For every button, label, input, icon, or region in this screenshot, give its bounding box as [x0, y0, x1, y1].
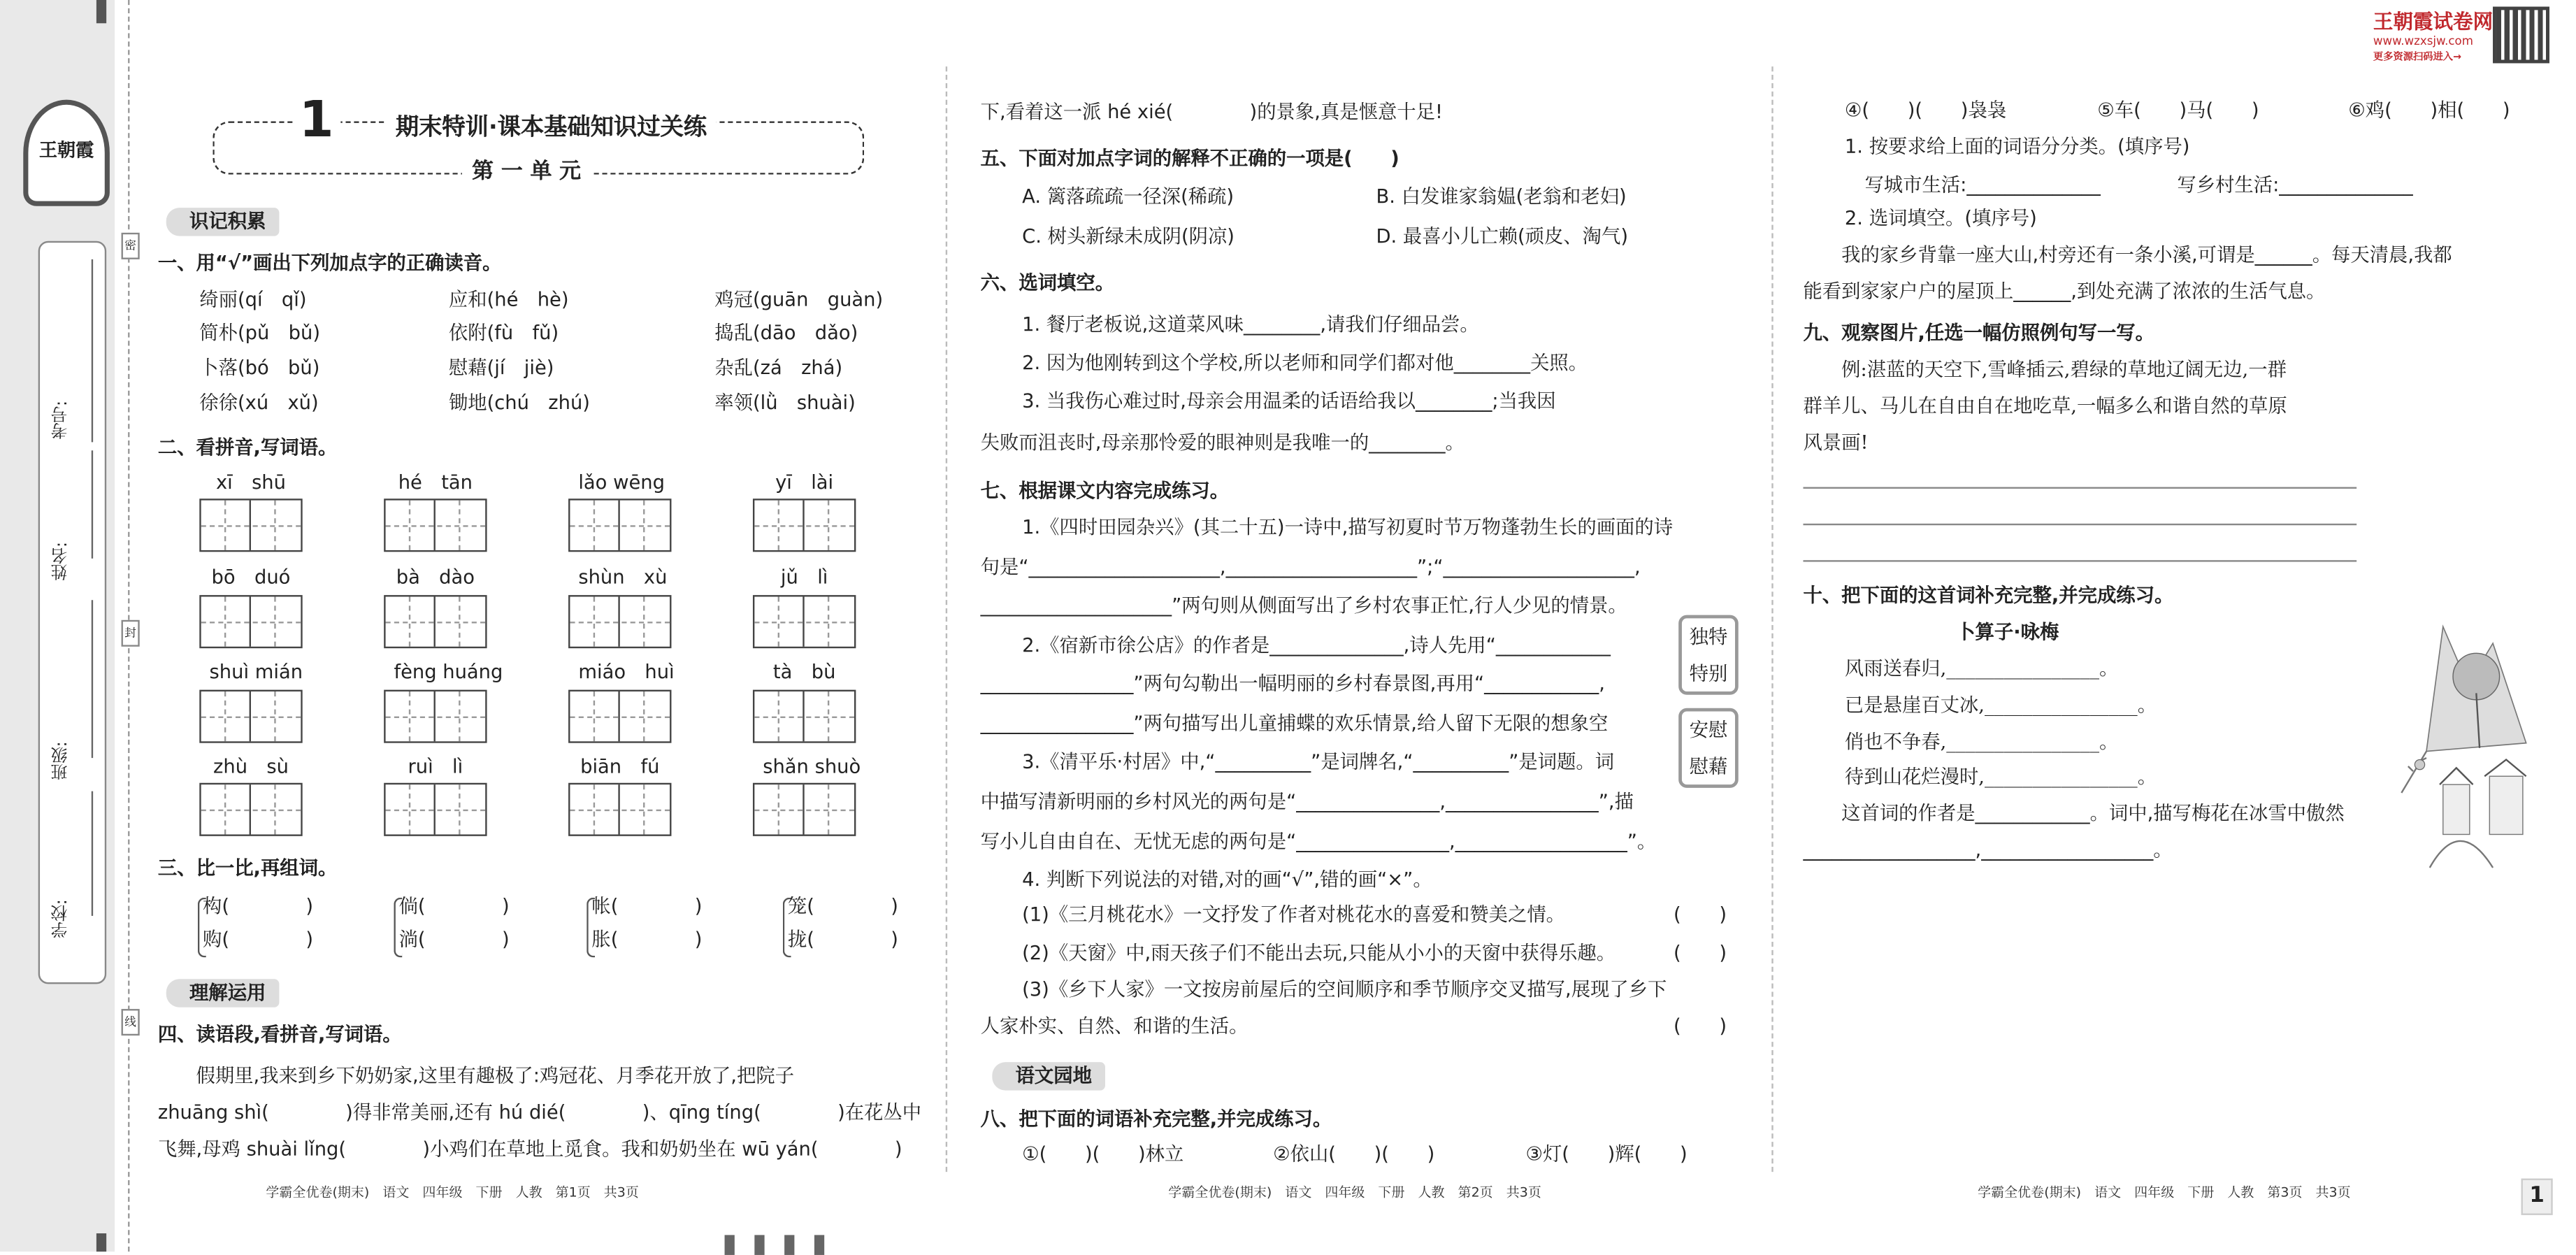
question-4-line: zhuāng shì( )得非常美丽,还有 hú dié( )、qīng tíng( )在花丛中	[157, 1100, 922, 1124]
tianzige-grid[interactable]	[568, 690, 671, 743]
name-field[interactable]	[92, 450, 93, 559]
pinyin-label: zhù sù	[213, 754, 289, 778]
option-a: A. 篱落疏疏一径深(稀疏)	[1022, 184, 1235, 208]
pinyin-label: lǎo wēng	[578, 470, 665, 494]
class-label: 班级:	[53, 741, 72, 780]
tianzige-grid[interactable]	[753, 783, 856, 836]
judgement-statement: (2)《天窗》中,雨天孩子们不能出去玩,只能从小小的天窗中获得乐趣。	[1022, 940, 1616, 964]
poem-line: 俏也不争春,________________。	[1844, 729, 2119, 753]
tianzige-grid[interactable]	[384, 690, 487, 743]
pronunciation-item: 捣乱(dāo dǎo)	[714, 320, 858, 345]
example-line: 群羊儿、马儿在自由自在地吃草,一幅多么和谐自然的草原	[1803, 394, 2287, 417]
pronunciation-item: 卜落(bó bǔ)	[199, 355, 320, 380]
column-divider	[1771, 66, 1773, 1172]
pinyin-label: bō duó	[211, 565, 291, 589]
tianzige-grid[interactable]	[753, 499, 856, 552]
tianzige-grid[interactable]	[753, 595, 856, 648]
word-choice: 安慰	[1689, 718, 1728, 742]
option-c: C. 树头新绿未成阴(阴凉)	[1022, 224, 1235, 248]
poem-line: 已是悬崖百丈冰,________________。	[1844, 693, 2157, 717]
question-7-line: 写小儿自由自在、无忧无虑的两句是“________________,__________________”。	[980, 829, 1657, 853]
logo-text: 王朝霞	[38, 139, 94, 162]
question-7-line: ____________________”两句则从侧面写出了乡村农事正忙,行人少见的情景。	[980, 593, 1627, 617]
student-info-box	[38, 241, 106, 984]
option-b: B. 白发谁家翁媪(老翁和老妇)	[1376, 184, 1627, 208]
pronunciation-item: 慰藉(jí jiè)	[448, 355, 554, 380]
writing-line[interactable]	[1803, 524, 2356, 525]
question-9-title: 九、观察图片,任选一幅仿照例句写一写。	[1803, 320, 2155, 345]
question-7-title: 七、根据课文内容完成练习。	[980, 478, 1230, 502]
question-8-para: 我的家乡背靠一座大山,村旁还有一条小溪,可谓是______。每天清晨,我都	[1803, 243, 2452, 266]
page-number: 1	[2521, 1179, 2553, 1215]
word-choice-box	[1678, 615, 1739, 695]
name-label: 姓名:	[53, 542, 72, 581]
question-4-title: 四、读语段,看拼音,写词语。	[157, 1022, 402, 1046]
pronunciation-item: 应和(hé hè)	[448, 287, 569, 311]
pinyin-label: fèng huáng	[394, 659, 503, 684]
idiom-item: ④( )( )袅袅	[1844, 98, 2007, 122]
judgement-answer-box[interactable]: ( )	[1674, 1014, 1727, 1038]
compare-word-item: 倘( )	[398, 894, 510, 918]
section-tag: 识记积累	[166, 208, 280, 236]
idiom-item: ③灯( )辉( )	[1525, 1142, 1688, 1166]
class-field[interactable]	[92, 600, 93, 758]
word-choice: 独特	[1689, 624, 1728, 649]
pronunciation-item: 徐徐(xú xǔ)	[199, 390, 319, 414]
qr-code-icon	[2493, 7, 2549, 64]
pinyin-label: shuì mián	[209, 659, 303, 684]
question-7-line: 2.《宿新市徐公店》的作者是______________,诗人先用“____________	[1022, 633, 1611, 657]
pinyin-label: yī lài	[775, 470, 834, 494]
idiom-item: ⑤车( )马( )	[2097, 98, 2259, 122]
unit-number: 1	[292, 93, 340, 150]
compare-word-item: 拢( )	[787, 927, 898, 951]
tianzige-grid[interactable]	[568, 595, 671, 648]
question-6-line: 失败而沮丧时,母亲那怜爱的眼神则是我唯一的________。	[980, 430, 1465, 454]
question-8-sub1: 1. 按要求给上面的词语分分类。(填序号)	[1844, 134, 2190, 158]
school-field[interactable]	[92, 791, 93, 916]
question-4-line: 下,看着这一派 hé xié( )的景象,真是惬意十足!	[980, 99, 1443, 123]
section-tag: 理解运用	[166, 979, 280, 1007]
pinyin-label: miáo huì	[578, 659, 675, 684]
poem-line: 风雨送春归,________________。	[1844, 657, 2119, 680]
compare-word-item: 构( )	[203, 894, 314, 918]
question-6-line: 2. 因为他刚转到这个学校,所以老师和同学们都对他________关照。	[1022, 350, 1588, 374]
pronunciation-item: 绮丽(qí qǐ)	[199, 287, 307, 311]
page-footer: 学霸全优卷(期末) 语文 四年级 下册 人教 第2页 共3页	[1168, 1185, 1541, 1200]
question-7-line: 4. 判断下列说法的对错,对的画“√”,错的画“×”。	[1022, 868, 1432, 891]
question-2-title: 二、看拼音,写词语。	[157, 435, 338, 459]
idiom-item: ①( )( )林立	[1022, 1142, 1184, 1166]
brand-hint: 更多资源扫码进入→	[2373, 51, 2462, 64]
pinyin-label: xī shū	[215, 470, 286, 494]
tianzige-grid[interactable]	[568, 783, 671, 836]
pinyin-label: biān fú	[580, 754, 660, 778]
seal-mark: 封	[122, 620, 140, 647]
judgement-statement: 人家朴实、自然、和谐的生活。	[980, 1014, 1249, 1038]
word-choice: 慰藉	[1689, 754, 1728, 778]
word-choice-box	[1678, 708, 1739, 788]
column-divider	[946, 66, 947, 1172]
page-footer: 学霸全优卷(期末) 语文 四年级 下册 人教 第1页 共3页	[266, 1185, 639, 1200]
pinyin-label: tà bù	[772, 659, 836, 684]
unit-title: 第 一 单 元	[462, 162, 591, 185]
pronunciation-item: 率领(lǜ shuài)	[714, 390, 856, 414]
pinyin-label: shǎn shuò	[763, 754, 861, 778]
question-4-line: 飞舞,母鸡 shuài lǐng( )小鸡们在草地上觅食。我和奶奶坐在 wū yán( )	[157, 1137, 902, 1161]
question-10-line: __________________,__________________。	[1803, 838, 2173, 861]
tianzige-grid[interactable]	[384, 595, 487, 648]
question-3-title: 三、比一比,再组词。	[157, 856, 338, 880]
seal-mark: 线	[122, 1009, 140, 1035]
judgement-statement: (3)《乡下人家》一文按房前屋后的空间顺序和季节顺序交叉描写,展现了乡下	[1022, 977, 1667, 1001]
question-6-line: 1. 餐厅老板说,这道菜风味________,请我们仔细品尝。	[1022, 312, 1479, 336]
question-1-title: 一、用“√”画出下列加点字的正确读音。	[157, 250, 502, 275]
idiom-item: ⑥鸡( )相( )	[2348, 98, 2510, 122]
question-4-line: 假期里,我来到乡下奶奶家,这里有趣极了:鸡冠花、月季花开放了,把院子	[157, 1063, 795, 1087]
page-footer: 学霸全优卷(期末) 语文 四年级 下册 人教 第3页 共3页	[1978, 1185, 2351, 1200]
idiom-item: ②依山( )( )	[1273, 1142, 1435, 1166]
pinyin-label: jǔ lì	[780, 565, 828, 589]
question-7-line: ________________”两句勾勒出一幅明丽的乡村春景图,再用“____________,	[980, 671, 1605, 695]
question-10-title: 十、把下面的这首词补充完整,并完成练习。	[1803, 583, 2174, 607]
tianzige-grid[interactable]	[384, 783, 487, 836]
seal-mark: 密	[122, 233, 140, 259]
question-6-title: 六、选词填空。	[980, 271, 1115, 294]
page-title: 期末特训·课本基础知识过关练	[386, 116, 717, 139]
section-tag: 语文园地	[992, 1062, 1105, 1090]
judgement-statement: (1)《三月桃花水》一文抒发了作者对桃花水的喜爱和赞美之情。	[1022, 902, 1566, 926]
tianzige-grid[interactable]	[753, 690, 856, 743]
crop-mark	[96, 1233, 106, 1252]
compare-word-item: 笼( )	[787, 894, 898, 918]
pinyin-label: ruì lì	[408, 754, 463, 778]
pronunciation-item: 鸡冠(guān guàn)	[714, 287, 884, 311]
judgement-answer-box[interactable]: ( )	[1674, 940, 1727, 964]
example-line: 例:湛蓝的天空下,雪峰插云,碧绿的草地辽阔无边,一群	[1803, 357, 2287, 381]
question-6-line: 3. 当我伤心难过时,母亲会用温柔的话语给我以________;当我因	[1022, 389, 1556, 413]
writing-line[interactable]	[1803, 560, 2356, 561]
publisher-logo	[23, 100, 110, 206]
brand-watermark	[2373, 7, 2493, 64]
country-life-field: 写乡村生活:______________	[2177, 173, 2413, 196]
compare-word-item: 淌( )	[398, 927, 510, 951]
poem-title: 卜算子·咏梅	[1956, 619, 2059, 644]
tianzige-grid[interactable]	[199, 595, 302, 648]
landscape-illustration	[2393, 618, 2534, 875]
tianzige-grid[interactable]	[568, 499, 671, 552]
school-label: 学校:	[53, 899, 72, 938]
question-7-line: 句是“____________________,____________________”;“____________________,	[980, 555, 1641, 579]
pronunciation-item: 简朴(pǔ bǔ)	[199, 320, 321, 345]
writing-line[interactable]	[1803, 487, 2356, 489]
crop-mark	[96, 0, 106, 23]
compare-word-item: 胀( )	[591, 927, 703, 951]
poem-line: 待到山花烂漫时,________________。	[1844, 764, 2157, 788]
pronunciation-item: 依附(fù fǔ)	[448, 320, 559, 345]
tianzige-grid[interactable]	[199, 499, 302, 552]
question-7-line: ________________”两句描写出儿童捕蝶的欢乐情景,给人留下无限的想象空	[980, 711, 1609, 735]
question-7-line: 中描写清新明丽的乡村风光的两句是“_______________,________________”,描	[980, 789, 1634, 813]
pronunciation-item: 杂乱(zá zhá)	[714, 355, 843, 380]
judgement-answer-box[interactable]: ( )	[1674, 902, 1727, 926]
brand-url: www.wzxsjw.com	[2373, 34, 2473, 48]
pinyin-label: shùn xù	[578, 565, 668, 589]
example-line: 风景画!	[1803, 430, 1869, 454]
compare-word-item: 购( )	[203, 927, 314, 951]
exam-number-label: 考号:	[53, 400, 72, 440]
question-8-title: 八、把下面的词语补充完整,并完成练习。	[980, 1107, 1332, 1131]
pronunciation-item: 锄地(chú zhú)	[448, 390, 590, 414]
question-8-sub2: 2. 选词填空。(填序号)	[1844, 206, 2037, 230]
pinyin-label: hé tān	[398, 470, 473, 494]
question-7-line: 3.《清平乐·村居》中,“__________”是词牌名,“__________”是词题。词	[1022, 750, 1615, 773]
option-d: D. 最喜小儿亡赖(顽皮、淘气)	[1376, 224, 1628, 248]
pinyin-label: bà dào	[396, 565, 475, 589]
question-8-para: 能看到家家户户的屋顶上______,到处充满了浓浓的生活气息。	[1803, 279, 2326, 303]
question-5-title: 五、下面对加点字词的解释不正确的一项是( )	[980, 146, 1399, 170]
compare-word-item: 帐( )	[591, 894, 703, 918]
tianzige-grid[interactable]	[384, 499, 487, 552]
word-choice: 特别	[1689, 661, 1728, 685]
question-10-line: 这首词的作者是____________。词中,描写梅花在冰雪中傲然	[1803, 801, 2345, 825]
exam-number-field[interactable]	[92, 259, 93, 443]
question-7-line: 1.《四时田园杂兴》(其二十五)一诗中,描写初夏时节万物蓬勃生长的画面的诗	[1022, 515, 1674, 539]
brand-name: 王朝霞试卷网	[2373, 10, 2494, 34]
tianzige-grid[interactable]	[199, 783, 302, 836]
city-life-field: 写城市生活:______________	[1864, 173, 2101, 196]
tianzige-grid[interactable]	[199, 690, 302, 743]
